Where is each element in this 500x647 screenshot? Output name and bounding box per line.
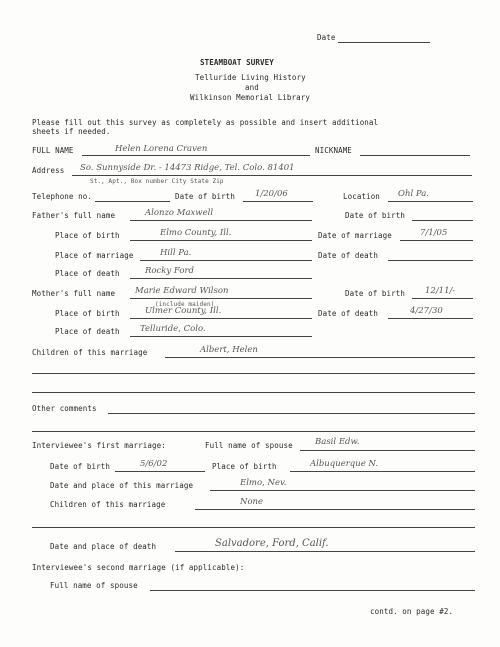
father-dod-label: Date of death [318, 251, 378, 260]
full-name-value: Helen Lorena Craven [115, 144, 208, 154]
marriage-date-place-rule [210, 490, 475, 491]
date-rule [338, 42, 430, 43]
mother-name-label: Mother's full name [32, 289, 116, 298]
children-value: Albert, Helen [200, 345, 258, 355]
children-2-value: None [240, 497, 264, 507]
mother-dod-value: 4/27/30 [410, 306, 443, 316]
mother-name-value: Marie Edward Wilson [135, 286, 229, 296]
telephone-rule [95, 201, 170, 202]
marriage-date-place-value: Elmo, Nev. [240, 478, 287, 488]
survey-title: STEAMBOAT SURVEY [200, 58, 274, 67]
survey-subtitle-1: Telluride Living History [195, 73, 306, 82]
second-spouse-label: Full name of spouse [50, 581, 138, 590]
second-marriage-label: Interviewee's second marriage (if applicable): [32, 563, 245, 572]
instructions-line-1: Please fill out this survey as completely as possible and insert additional [32, 118, 379, 127]
father-place-of-death-rule [130, 278, 312, 279]
location-value: Ohl Pa. [398, 189, 429, 199]
father-pom-value: Hill Pa. [160, 248, 192, 258]
spouse-pob-label: Place of birth [212, 462, 277, 471]
father-pob-label: Place of birth [55, 231, 120, 240]
father-pom-label: Place of marriage [55, 251, 134, 260]
spouse-name-rule [300, 450, 475, 451]
father-dob-label: Date of birth [345, 211, 405, 220]
father-dom-rule [400, 240, 473, 241]
mother-name-rule [130, 298, 312, 299]
father-dob-rule [412, 220, 473, 221]
father-name-value: Alonzo Maxwell [145, 208, 214, 218]
marriage-date-place-label: Date and place of this marriage [50, 481, 194, 490]
spouse-dob-value: 5/6/02 [140, 459, 168, 469]
location-label: Location [343, 192, 380, 201]
mother-place-of-death-value: Telluride, Colo. [140, 324, 206, 334]
mother-pob-rule [130, 318, 312, 319]
nickname-rule [360, 155, 470, 156]
second-spouse-rule [150, 590, 475, 591]
spouse-pob-value: Albuquerque N. [310, 459, 379, 469]
footer-continued: contd. on page #2. [370, 607, 454, 616]
father-name-rule [130, 220, 312, 221]
date-label: Date [317, 33, 336, 42]
address-sublabels: St., Apt., Box number City State Zip [90, 178, 224, 185]
full-name-label: FULL NAME [32, 146, 74, 155]
dob-label: Date of birth [175, 192, 235, 201]
spouse-name-value: Basil Edw. [315, 437, 360, 447]
father-pob-value: Elmo County, Ill. [160, 228, 232, 238]
mother-dob-rule [412, 298, 473, 299]
mother-pob-label: Place of birth [55, 309, 120, 318]
address-rule [72, 175, 472, 176]
mother-dob-value: 12/11/- [425, 286, 456, 296]
children-rule [165, 357, 475, 358]
children-blank-line-1 [32, 373, 475, 374]
mother-pob-value: Ulmer County, Ill. [145, 306, 222, 316]
address-label: Address [32, 166, 65, 175]
mother-place-of-death-rule [130, 336, 312, 337]
other-comments-blank-line [32, 431, 475, 432]
spouse-pob-rule [290, 471, 475, 472]
dob-value: 1/20/06 [255, 189, 288, 199]
children-blank-line-2 [32, 392, 475, 393]
mother-dod-label: Date of death [318, 309, 378, 318]
mother-place-of-death-label: Place of death [55, 327, 120, 336]
telephone-label: Telephone no. [32, 192, 92, 201]
mother-dod-rule [388, 318, 473, 319]
spouse-dob-label: Date of birth [50, 462, 110, 471]
father-dom-label: Date of marriage [318, 231, 392, 240]
children-2-label: Children of this marriage [50, 500, 166, 509]
spouse-dob-rule [115, 471, 205, 472]
father-place-of-death-label: Place of death [55, 269, 120, 278]
father-dom-value: 7/1/05 [420, 228, 448, 238]
father-place-of-death-value: Rocky Ford [145, 266, 194, 276]
address-value: So. Sunnyside Dr. - 14473 Ridge, Tel. Colo. 81401 [80, 163, 295, 173]
children-2-rule [195, 509, 475, 510]
death-date-place-label: Date and place of death [50, 542, 157, 551]
full-name-rule [82, 155, 310, 156]
father-pob-rule [130, 240, 312, 241]
dob-rule [243, 201, 313, 202]
instructions-line-2: sheets if needed. [32, 127, 111, 136]
mother-maiden-note: (include maiden) [155, 301, 215, 308]
death-date-place-value: Salvadore, Ford, Calif. [215, 538, 329, 549]
father-pom-rule [140, 260, 312, 261]
location-rule [388, 201, 473, 202]
death-date-place-rule [175, 551, 475, 552]
mother-dob-label: Date of birth [345, 289, 405, 298]
spouse-name-label: Full name of spouse [205, 441, 293, 450]
other-comments-label: Other comments [32, 404, 97, 413]
father-name-label: Father's full name [32, 211, 116, 220]
survey-subtitle-3: Wilkinson Memorial Library [190, 93, 310, 102]
children-2-blank-line [32, 527, 475, 528]
other-comments-rule [108, 413, 475, 414]
children-label: Children of this marriage [32, 348, 148, 357]
survey-subtitle-2: and [245, 83, 259, 92]
nickname-label: NICKNAME [315, 146, 352, 155]
first-marriage-label: Interviewee's first marriage: [32, 441, 166, 450]
father-dod-rule [388, 260, 473, 261]
